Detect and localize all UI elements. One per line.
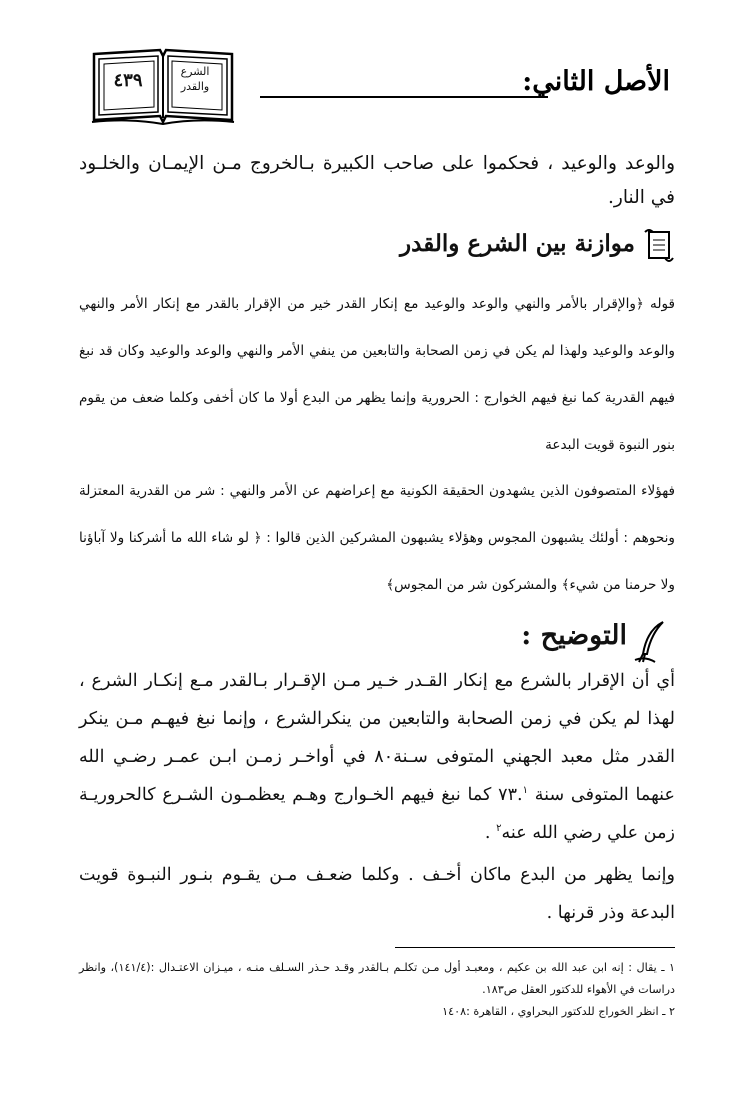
footnote-separator (395, 947, 675, 948)
quoted-text-paragraph-1: قوله ﴿والإقرار بالأمر والنهي والوعد والوعيد مع إنكار القدر خير من الإقرار بالقدر مع إنكار الأمر والنهي والوعد والوعيد ولهذا لم يكن في زمن الصحابة والتابعين من ينفي الأمر والنهي والوعد والوعيد وكان قد نبغ فيهم القدرية كما نبغ فيهم الخوارج : الحرورية وإنما يظهر من البدع أولا ما كان أخفى وكلما ضعف من يقوم بنور النبوة قويت البدعة (79, 296, 675, 453)
running-title: الأصل الثاني: (522, 66, 670, 97)
explanation-paragraph-1 (79, 662, 675, 852)
explanation-text-part-2: كما نبغ فيهم الخـوارج وهـم يعظمـون الشـرع كالحروريـة زمن علي رضي الله عنه (79, 785, 675, 843)
footnote-reference-2[interactable]: ٢ (496, 823, 502, 835)
footnote-1: ١ ـ يقال : إنه ابن عبد الله بن عكيم ، ومعبـد أول مـن تكلـم بـالقدر وقـد حـذر السـلف منـه ، ميـزان الاعتـدال :(١٤١/٤)، وانظر دراسات في الأهواء للدكتور العقل ص١٨٣. (79, 961, 675, 996)
header-rule (260, 96, 548, 98)
open-book-icon (90, 48, 236, 126)
quoted-text-paragraph-2: فهؤلاء المتصوفون الذين يشهدون الحقيقة الكونية مع إعراضهم عن الأمر والنهي : شر من القدرية المعتزلة ونحوهم : أولئك يشبهون المجوس وهؤلاء يشبهون المشركين الذين قالوا : ﴿ لو شاء الله ما أشركنا ولا آباؤنا ولا حرمنا من شيء﴾ والمشركون شر من المجوس﴾ (79, 483, 675, 593)
explanation-text-part-1: أي أن الإقرار بالشرع مع إنكار القـدر خـير مـن الإقـرار بـالقدر مـع إنكـار الشرع ، لهذا لم يكن في زمن الصحابة والتابعين من ينكرالشرع ، وإنما نبغ فيهـم مـن ينكر القدر مثل معبد الجهني المتوفى سـنة٨٠ في أواخـر زمـن ابـن عمـر رضـي الله عنهما المتوفى سنة ٧٣. (79, 671, 676, 805)
section-title: موازنة بين الشرع والقدر (400, 230, 635, 257)
quill-pen-icon (633, 620, 671, 664)
scroll-icon (643, 228, 675, 264)
explanation-paragraph-2: وإنما يظهر من البدع ماكان أخـف . وكلما ضعـف مـن يقـوم بنـور النبـوة قويت البدعة وذر قرنها . (79, 865, 675, 923)
footnotes (79, 957, 675, 1023)
explanation-text-end: . (484, 823, 497, 843)
chapter-topic (166, 64, 224, 94)
explanation-heading-row (79, 618, 675, 666)
footnote-2: ٢ ـ انظر الخوراج للدكتور البحراوي ، القاهرة :١٤٠٨ (442, 1005, 675, 1018)
page-header (90, 48, 670, 133)
page-number: ٤٣٩ (113, 70, 143, 91)
section-heading-row (79, 228, 675, 268)
footnote-reference-1[interactable]: ١ (522, 785, 528, 797)
lead-paragraph: والوعد والوعيد ، فحكموا على صاحب الكبيرة بـالخروج مـن الإيمـان والخلـود في النار. (79, 153, 675, 208)
chapter-topic-line-2: والقدر (180, 80, 210, 93)
explanation-title: التوضيح : (521, 620, 627, 651)
chapter-topic-line-1: الشرع (180, 65, 210, 78)
